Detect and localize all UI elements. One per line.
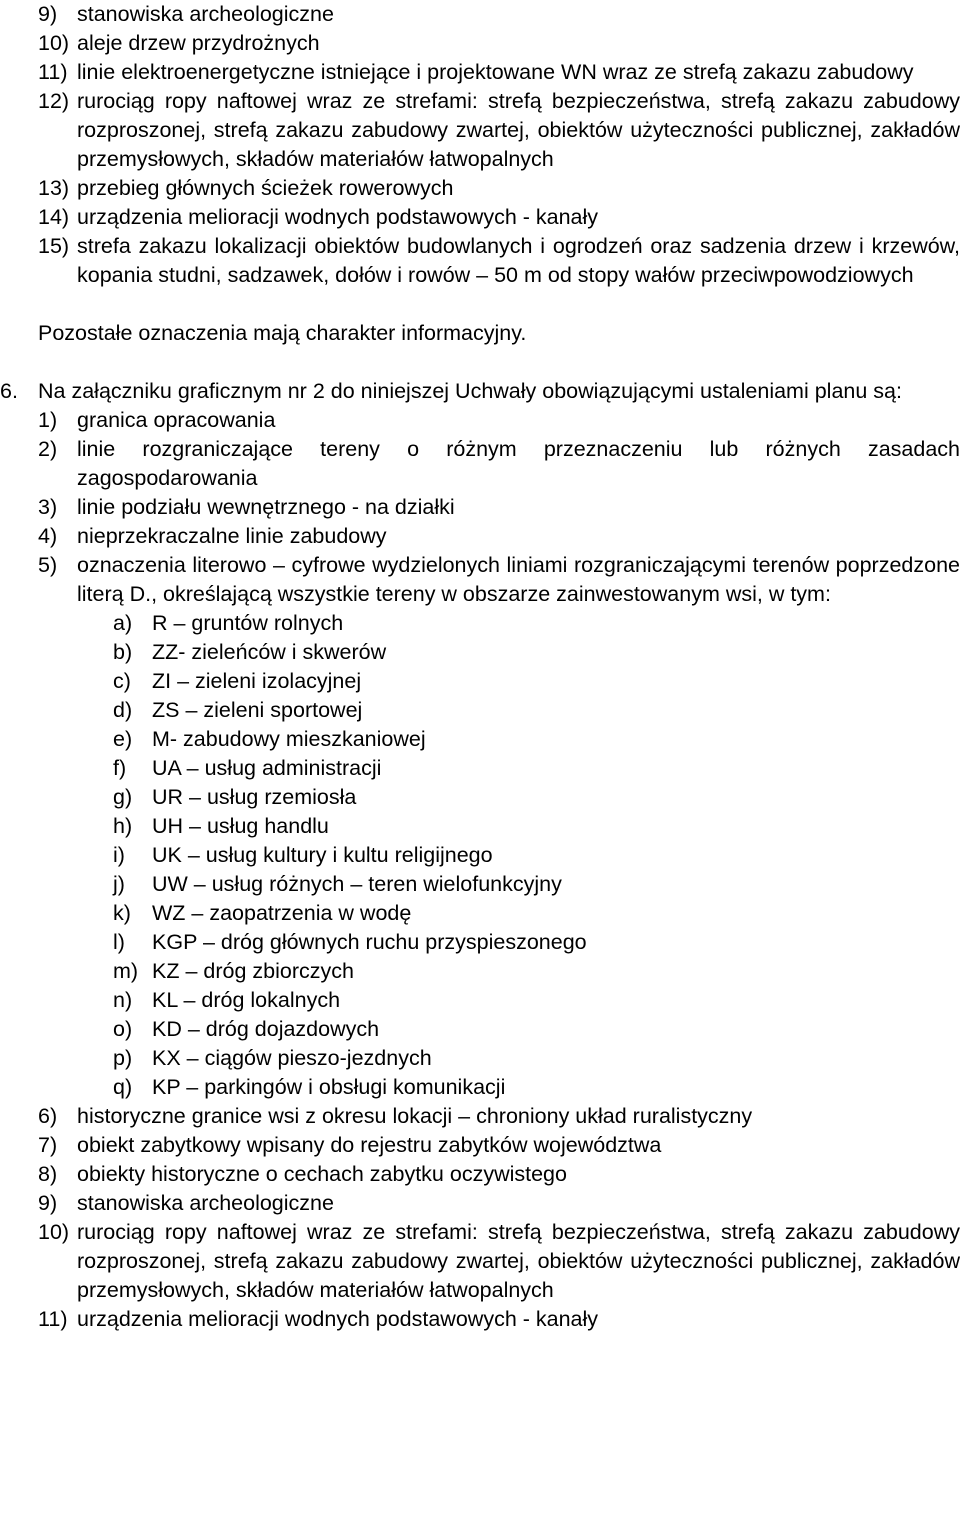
list-text: strefa zakazu lokalizacji obiektów budowlanych i ogrodzeń oraz sadzenia drzew i krzewów, kopania studni, sadzawek, dołów i rowów – 50 m od stopy wałów przeciwpowodziowych xyxy=(77,234,960,287)
list-item xyxy=(0,522,960,551)
sub-list-letter: f) xyxy=(113,756,127,780)
sub-list-text: KP – parkingów i obsługi komunikacji xyxy=(152,1075,506,1099)
list-item xyxy=(0,406,960,435)
sub-list-letter: l) xyxy=(113,930,125,954)
sub-list-text: KZ – dróg zbiorczych xyxy=(152,959,354,983)
list-item xyxy=(0,203,960,232)
section-intro xyxy=(0,377,960,406)
sub-list-item xyxy=(0,812,960,841)
list-text: obiekty historyczne o cechach zabytku oczywistego xyxy=(77,1162,567,1186)
sub-list-letter: h) xyxy=(113,814,133,838)
top-list xyxy=(0,0,960,290)
list-item xyxy=(0,1218,960,1305)
sub-list-item xyxy=(0,609,960,638)
sub-list-text: UR – usług rzemiosła xyxy=(152,785,357,809)
sub-list-item xyxy=(0,638,960,667)
sub-list-letter: b) xyxy=(113,640,133,664)
list-number: 10) xyxy=(38,1220,70,1244)
sub-list-text: KL – dróg lokalnych xyxy=(152,988,341,1012)
list-text: stanowiska archeologiczne xyxy=(77,2,334,26)
list-number: 1) xyxy=(38,408,58,432)
sub-list-letter: n) xyxy=(113,988,133,1012)
sub-list-letter: k) xyxy=(113,901,131,925)
sub-list-item xyxy=(0,783,960,812)
sub-list-item xyxy=(0,841,960,870)
sub-list-text: KGP – dróg głównych ruchu przyspieszonego xyxy=(152,930,587,954)
sub-list-text: WZ – zaopatrzenia w wodę xyxy=(152,901,412,925)
sub-list-item xyxy=(0,1073,960,1102)
list-number: 13) xyxy=(38,176,70,200)
list-item xyxy=(0,1189,960,1218)
sub-list-letter: o) xyxy=(113,1017,133,1041)
list-number: 3) xyxy=(38,495,58,519)
sub-list-item xyxy=(0,696,960,725)
sub-list-letter: p) xyxy=(113,1046,133,1070)
list-item xyxy=(0,0,960,29)
list-item xyxy=(0,29,960,58)
sub-list-item xyxy=(0,899,960,928)
list-text: stanowiska archeologiczne xyxy=(77,1191,334,1215)
list-text: przebieg głównych ścieżek rowerowych xyxy=(77,176,454,200)
list-text: aleje drzew przydrożnych xyxy=(77,31,320,55)
sub-list-text: UW – usług różnych – teren wielofunkcyjny xyxy=(152,872,562,896)
list-text: granica opracowania xyxy=(77,408,276,432)
list-text: obiekt zabytkowy wpisany do rejestru zabytków województwa xyxy=(77,1133,662,1157)
list-number: 14) xyxy=(38,205,70,229)
sub-list-text: ZZ- zieleńców i skwerów xyxy=(152,640,387,664)
list-item xyxy=(0,435,960,493)
list-number: 7) xyxy=(38,1133,58,1157)
list-text: oznaczenia literowo – cyfrowe wydzielonych liniami rozgraniczającymi terenów poprzedzone literą D., określającą wszystkie tereny w obszarze zainwestowanym wsi, w tym: xyxy=(77,553,960,606)
list-item xyxy=(0,493,960,522)
list-item xyxy=(0,1160,960,1189)
list-number: 6) xyxy=(38,1104,58,1128)
list-number: 4) xyxy=(38,524,58,548)
list-item xyxy=(0,1305,960,1334)
sub-list-item xyxy=(0,725,960,754)
list-text: linie elektroenergetyczne istniejące i projektowane WN wraz ze strefą zakazu zabudowy xyxy=(77,60,914,84)
sub-list-item xyxy=(0,667,960,696)
sub-list-text: UA – usług administracji xyxy=(152,756,382,780)
sub-list-text: ZI – zieleni izolacyjnej xyxy=(152,669,362,693)
sub-list-letter: e) xyxy=(113,727,133,751)
list-number: 11) xyxy=(38,1307,68,1331)
list-text: linie podziału wewnętrznego - na działki xyxy=(77,495,455,519)
sub-list-item xyxy=(0,870,960,899)
list-text: rurociąg ropy naftowej wraz ze strefami: strefą bezpieczeństwa, strefą zakazu zabudowy rozproszonej, strefą zakazu zabudowy zwartej, obiektów użyteczności publicznej, zakładów przemysłowych, składów materiałów łatwopalnych xyxy=(77,89,960,171)
sub-list-text: UK – usług kultury i kultu religijnego xyxy=(152,843,493,867)
sub-list-item xyxy=(0,986,960,1015)
list-number: 11) xyxy=(38,60,68,84)
section-number: 6. xyxy=(0,379,18,403)
sub-list-letter: a) xyxy=(113,611,133,635)
list-number: 15) xyxy=(38,234,70,258)
list-number: 9) xyxy=(38,1191,58,1215)
list-number: 2) xyxy=(38,437,58,461)
sub-list-text: KX – ciągów pieszo-jezdnych xyxy=(152,1046,432,1070)
sub-list-item xyxy=(0,754,960,783)
list-text: historyczne granice wsi z okresu lokacji – chroniony układ ruralistyczny xyxy=(77,1104,753,1128)
sub-list-item xyxy=(0,1015,960,1044)
info-paragraph: Pozostałe oznaczenia mają charakter informacyjny. xyxy=(38,321,527,345)
sub-list-text: UH – usług handlu xyxy=(152,814,329,838)
section-6 xyxy=(0,377,960,1334)
sub-list-letter: g) xyxy=(113,785,133,809)
list-number: 9) xyxy=(38,2,58,26)
sub-list-text: ZS – zieleni sportowej xyxy=(152,698,363,722)
sub-list-letter: q) xyxy=(113,1075,133,1099)
sub-list-text: M- zabudowy mieszkaniowej xyxy=(152,727,426,751)
sub-list-item xyxy=(0,928,960,957)
list-number: 8) xyxy=(38,1162,58,1186)
list-text: linie rozgraniczające tereny o różnym przeznaczeniu lub różnych zasadach zagospodarowania xyxy=(77,437,960,490)
sub-list-letter: c) xyxy=(113,669,131,693)
list-text: urządzenia melioracji wodnych podstawowych - kanały xyxy=(77,1307,599,1331)
list-item xyxy=(0,551,960,609)
sub-list-letter: m) xyxy=(113,959,139,983)
list-text: urządzenia melioracji wodnych podstawowych - kanały xyxy=(77,205,599,229)
sub-list-letter: d) xyxy=(113,698,133,722)
sub-list-item xyxy=(0,957,960,986)
sub-list-text: R – gruntów rolnych xyxy=(152,611,344,635)
list-item xyxy=(0,1102,960,1131)
list-item xyxy=(0,174,960,203)
list-number: 12) xyxy=(38,89,70,113)
sub-list xyxy=(0,609,960,1102)
sub-list-letter: j) xyxy=(113,872,125,896)
list-item xyxy=(0,58,960,87)
sub-list-letter: i) xyxy=(113,843,125,867)
sub-list-text: KD – dróg dojazdowych xyxy=(152,1017,380,1041)
list-text: rurociąg ropy naftowej wraz ze strefami: strefą bezpieczeństwa, strefą zakazu zabudowy rozproszonej, strefą zakazu zabudowy zwartej, obiektów użyteczności publicznej, zakładów przemysłowych, składów materiałów łatwopalnych xyxy=(77,1220,960,1302)
list-text: nieprzekraczalne linie zabudowy xyxy=(77,524,387,548)
list-item xyxy=(0,1131,960,1160)
list-number: 10) xyxy=(38,31,70,55)
list-item xyxy=(0,87,960,174)
list-number: 5) xyxy=(38,553,58,577)
sub-list-item xyxy=(0,1044,960,1073)
section-intro-text: Na załączniku graficznym nr 2 do niniejszej Uchwały obowiązującymi ustaleniami planu są: xyxy=(38,379,902,403)
list-item xyxy=(0,232,960,290)
